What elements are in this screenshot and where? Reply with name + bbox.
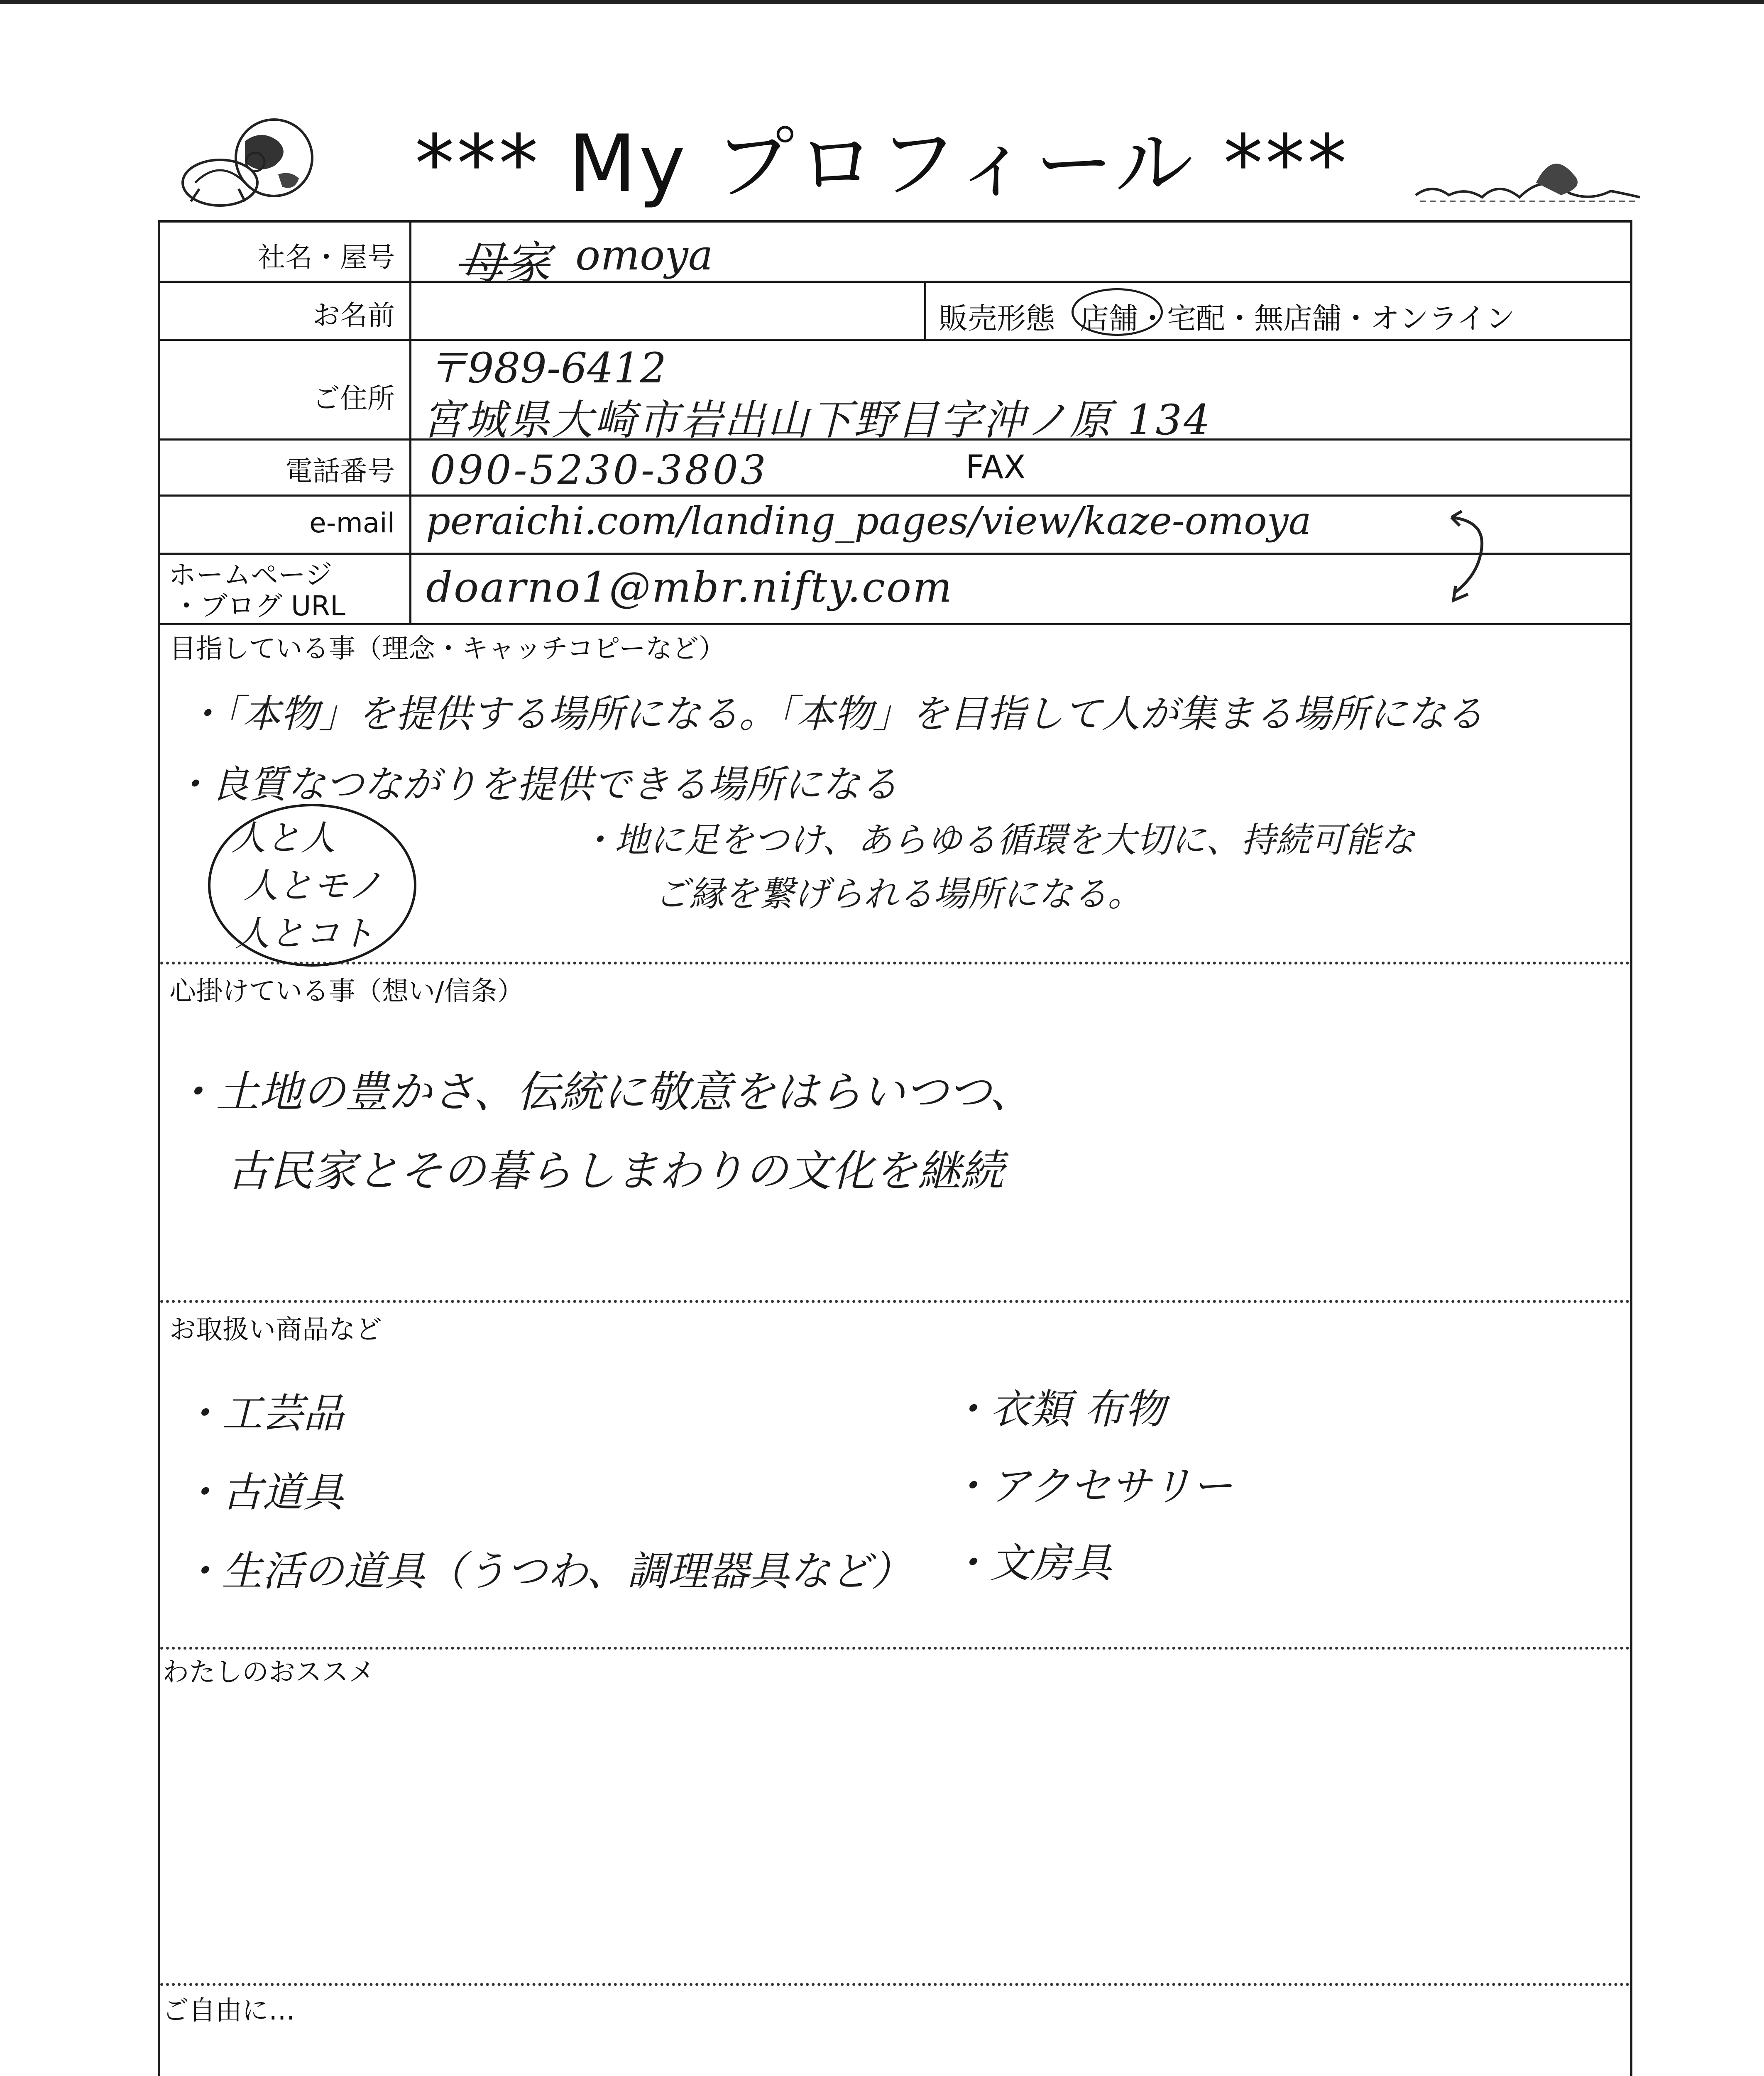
row-divider [160, 623, 1630, 625]
homepage-label-line2: ・ブログ URL [173, 590, 345, 622]
row-divider [160, 339, 1630, 341]
goal-line-2: ・良質なつながりを提供できる場所になる [173, 762, 899, 807]
product-left-1: ・工芸品 [181, 1390, 344, 1437]
label-column-divider [409, 223, 411, 623]
email-field-text: peraichi.com/landing_pages/view/kaze-omoya [426, 499, 1311, 543]
goal-circle-line-2: 人とモノ [243, 865, 383, 906]
section-divider [160, 962, 1630, 965]
page-title: *** My プロフィール *** [415, 118, 1349, 210]
goal-line-4: ご縁を繋げられる場所になる。 [654, 874, 1143, 914]
product-left-2: ・古道具 [181, 1469, 344, 1516]
name-label: お名前 [313, 299, 395, 331]
fax-label: FAX [966, 449, 1026, 486]
swap-arrow-icon [1439, 509, 1497, 605]
section-divider [160, 1647, 1630, 1650]
sales-form-label: 販売形態 [939, 301, 1055, 335]
product-right-2: ・アクセサリー [949, 1463, 1233, 1510]
homepage-field-text: doarno1@mbr.nifty.com [426, 563, 953, 612]
sales-form-divider [924, 281, 926, 339]
phone-value: 090-5230-3803 [430, 447, 768, 493]
sales-form-options: 店舗・宅配・無店舗・オンライン [1080, 301, 1515, 335]
goal-line-1: ・「本物」を提供する場所になる。「本物」を目指して人が集まる場所になる [185, 692, 1484, 736]
goal-section-label: 目指している事（理念・キャッチコピーなど） [169, 634, 725, 664]
company-label: 社名・屋号 [258, 241, 395, 273]
product-left-3: ・生活の道具（うつわ、調理器具など） [181, 1548, 912, 1595]
address-value: 宮城県大崎市岩出山下野目字沖ノ原 134 [422, 396, 1212, 444]
address-label: ご住所 [313, 382, 395, 414]
belief-line-1: ・土地の豊かさ、伝統に敬意をはらいつつ、 [173, 1067, 1033, 1117]
company-struck-value: 母家 [459, 237, 550, 290]
free-section-label: ご自由に… [162, 1995, 295, 2026]
product-right-3: ・文房具 [949, 1540, 1112, 1587]
section-divider [160, 1983, 1630, 1986]
postal-code-value: 〒989-6412 [426, 344, 667, 392]
phone-label: 電話番号 [285, 455, 395, 487]
scan-top-edge [0, 0, 1764, 4]
profile-form [158, 220, 1632, 2076]
row-divider [160, 281, 1630, 283]
row-divider [160, 553, 1630, 555]
recommend-section-label: わたしのおススメ [162, 1657, 375, 1688]
belief-line-2: 古民家とその暮らしまわりの文化を継続 [227, 1146, 1004, 1196]
products-section-label: お取扱い商品など [169, 1315, 382, 1345]
email-label: e-mail [309, 507, 395, 539]
selected-store-circle [1072, 288, 1163, 336]
goal-circle-line-1: 人と人 [231, 818, 336, 858]
product-right-1: ・衣類 布物 [949, 1386, 1166, 1433]
belief-section-label: 心掛けている事（想い/信条） [169, 976, 524, 1007]
company-value: omoya [575, 231, 713, 279]
homepage-label-line1: ホームページ [169, 559, 333, 591]
row-divider [160, 495, 1630, 497]
section-divider [160, 1300, 1630, 1303]
goal-circle-line-3: 人とコト [235, 913, 375, 954]
goal-line-3: ・地に足をつけ、あらゆる循環を大切に、持続可能な [580, 820, 1415, 860]
